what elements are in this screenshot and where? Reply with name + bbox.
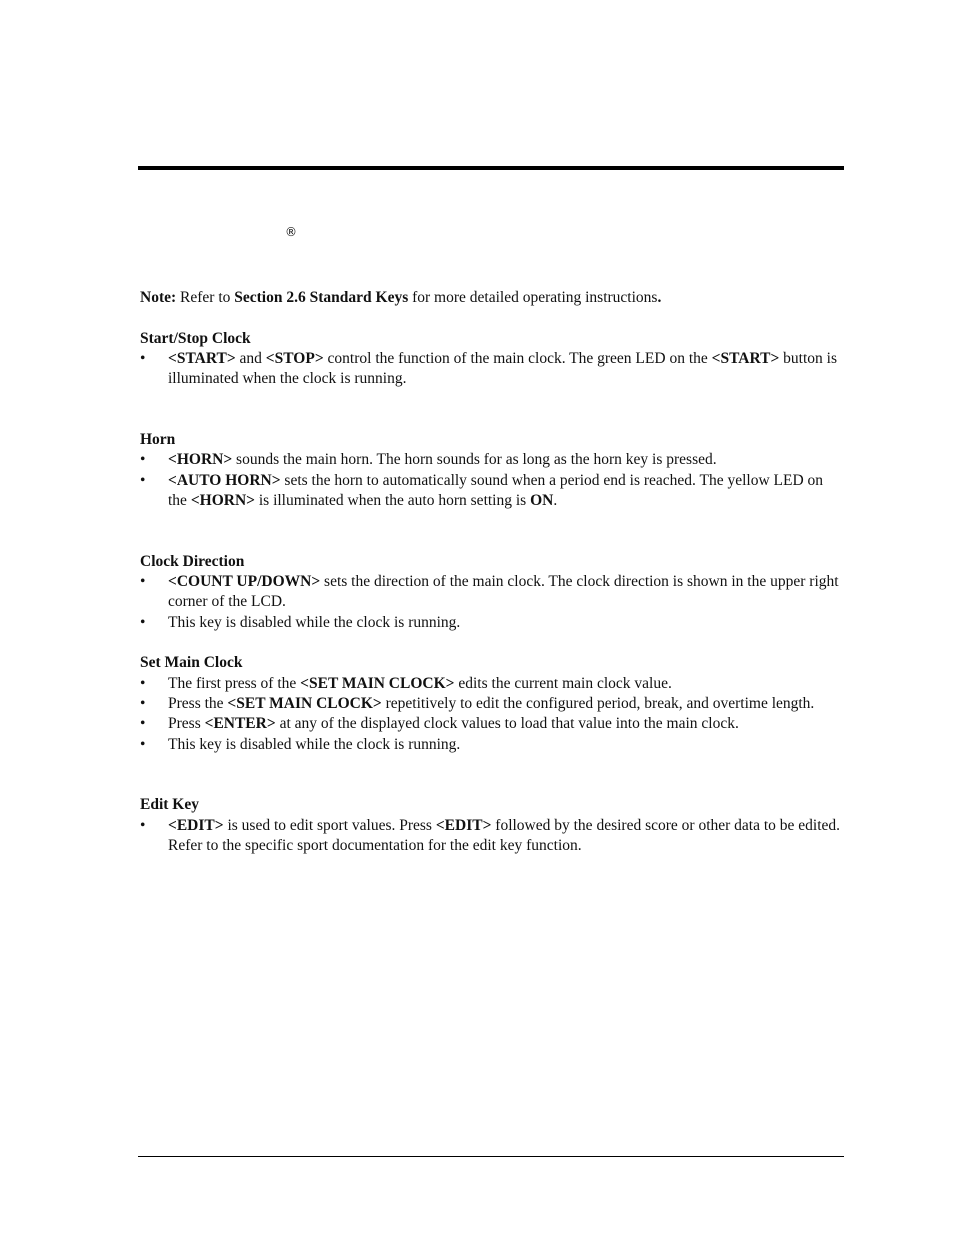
note-label: Note: xyxy=(140,289,177,306)
bullet-icon: • xyxy=(140,471,146,489)
heading-start-stop-clock: Start/Stop Clock xyxy=(140,329,251,347)
key-start: <START> xyxy=(711,349,780,367)
key-horn: <HORN> xyxy=(190,491,255,509)
item-text: This key is disabled while the clock is running. xyxy=(168,613,461,631)
list-item xyxy=(140,735,844,755)
item-text: and xyxy=(235,349,266,367)
spacer xyxy=(140,389,844,430)
note-text-2: for more detailed operating instructions xyxy=(408,289,658,306)
note-period: . xyxy=(657,289,662,306)
clock-direction-list xyxy=(140,572,844,633)
item-text: Press xyxy=(168,715,205,733)
item-text: sets the direction of the main clock. The clock direction is shown in the upper right corner of the LCD. xyxy=(168,573,839,611)
bullet-icon: • xyxy=(140,573,146,591)
item-text: The first press of the xyxy=(168,674,301,692)
set-main-clock-list xyxy=(140,674,844,755)
item-text: repetitively to edit the configured period, break, and overtime length. xyxy=(381,694,815,712)
key-enter: <ENTER> xyxy=(204,715,276,733)
bullet-icon: • xyxy=(140,674,146,692)
list-item xyxy=(140,471,844,512)
key-auto-horn: <AUTO HORN> xyxy=(168,471,281,489)
bullet-icon: • xyxy=(140,349,146,367)
bullet-icon: • xyxy=(140,613,146,631)
spacer xyxy=(140,755,844,796)
item-text: Press the xyxy=(168,694,228,712)
item-text: This key is disabled while the clock is running. xyxy=(168,735,461,753)
item-text: edits the current main clock value. xyxy=(454,674,672,692)
item-text: is illuminated when the auto horn setting is xyxy=(254,491,531,509)
list-item xyxy=(140,613,844,633)
note-paragraph xyxy=(140,288,844,308)
spacer xyxy=(140,511,844,552)
heading-horn: Horn xyxy=(140,431,176,449)
heading-set-main-clock: Set Main Clock xyxy=(140,654,243,672)
spacer xyxy=(140,633,844,653)
key-edit: <EDIT> xyxy=(168,816,224,834)
item-text: sets the horn to automatically sound when a period end is reached. The yellow LED on the xyxy=(168,471,824,509)
spacer xyxy=(140,308,844,328)
list-item xyxy=(140,349,844,390)
key-set-main-clock: <SET MAIN CLOCK> xyxy=(300,674,455,692)
bullet-icon: • xyxy=(140,735,146,753)
item-text: sounds the main horn. The horn sounds for as long as the horn key is pressed. xyxy=(232,451,717,469)
footer-rule xyxy=(138,1156,844,1157)
bullet-icon: • xyxy=(140,451,146,469)
horn-list xyxy=(140,450,844,511)
key-stop: <STOP> xyxy=(265,349,324,367)
list-item xyxy=(140,450,844,470)
list-item xyxy=(140,714,844,734)
key-horn: <HORN> xyxy=(168,451,233,469)
bullet-icon: • xyxy=(140,715,146,733)
list-item xyxy=(140,694,844,714)
item-text: control the function of the main clock. The green LED on the xyxy=(323,349,712,367)
item-text: . xyxy=(553,491,558,509)
item-text: at any of the displayed clock values to load that value into the main clock. xyxy=(275,715,739,733)
item-text: is used to edit sport values. Press xyxy=(223,816,436,834)
page-content xyxy=(140,288,848,856)
heading-clock-direction: Clock Direction xyxy=(140,552,245,570)
item-text: button is illuminated when the clock is running. xyxy=(168,349,837,388)
setting-on: ON xyxy=(530,491,554,509)
item-text: followed by the desired score or other data to be edited. Refer to the specific sport documentation for the edit key function. xyxy=(168,816,848,855)
bullet-icon: • xyxy=(140,816,146,834)
edit-key-list xyxy=(140,816,848,857)
start-stop-list xyxy=(140,349,844,390)
bullet-icon: • xyxy=(140,694,146,712)
list-item xyxy=(140,674,844,694)
key-start: <START> xyxy=(168,349,236,367)
key-edit: <EDIT> xyxy=(435,816,492,834)
header-rule xyxy=(138,166,844,170)
list-item xyxy=(140,816,848,857)
list-item xyxy=(140,572,844,613)
registered-trademark-mark: ® xyxy=(285,225,297,239)
key-count-up-down: <COUNT UP/DOWN> xyxy=(168,573,321,591)
note-text-1: Refer to xyxy=(176,289,235,306)
note-section-reference: Section 2.6 Standard Keys xyxy=(234,289,409,306)
heading-edit-key: Edit Key xyxy=(140,796,199,814)
key-set-main-clock: <SET MAIN CLOCK> xyxy=(227,694,382,712)
